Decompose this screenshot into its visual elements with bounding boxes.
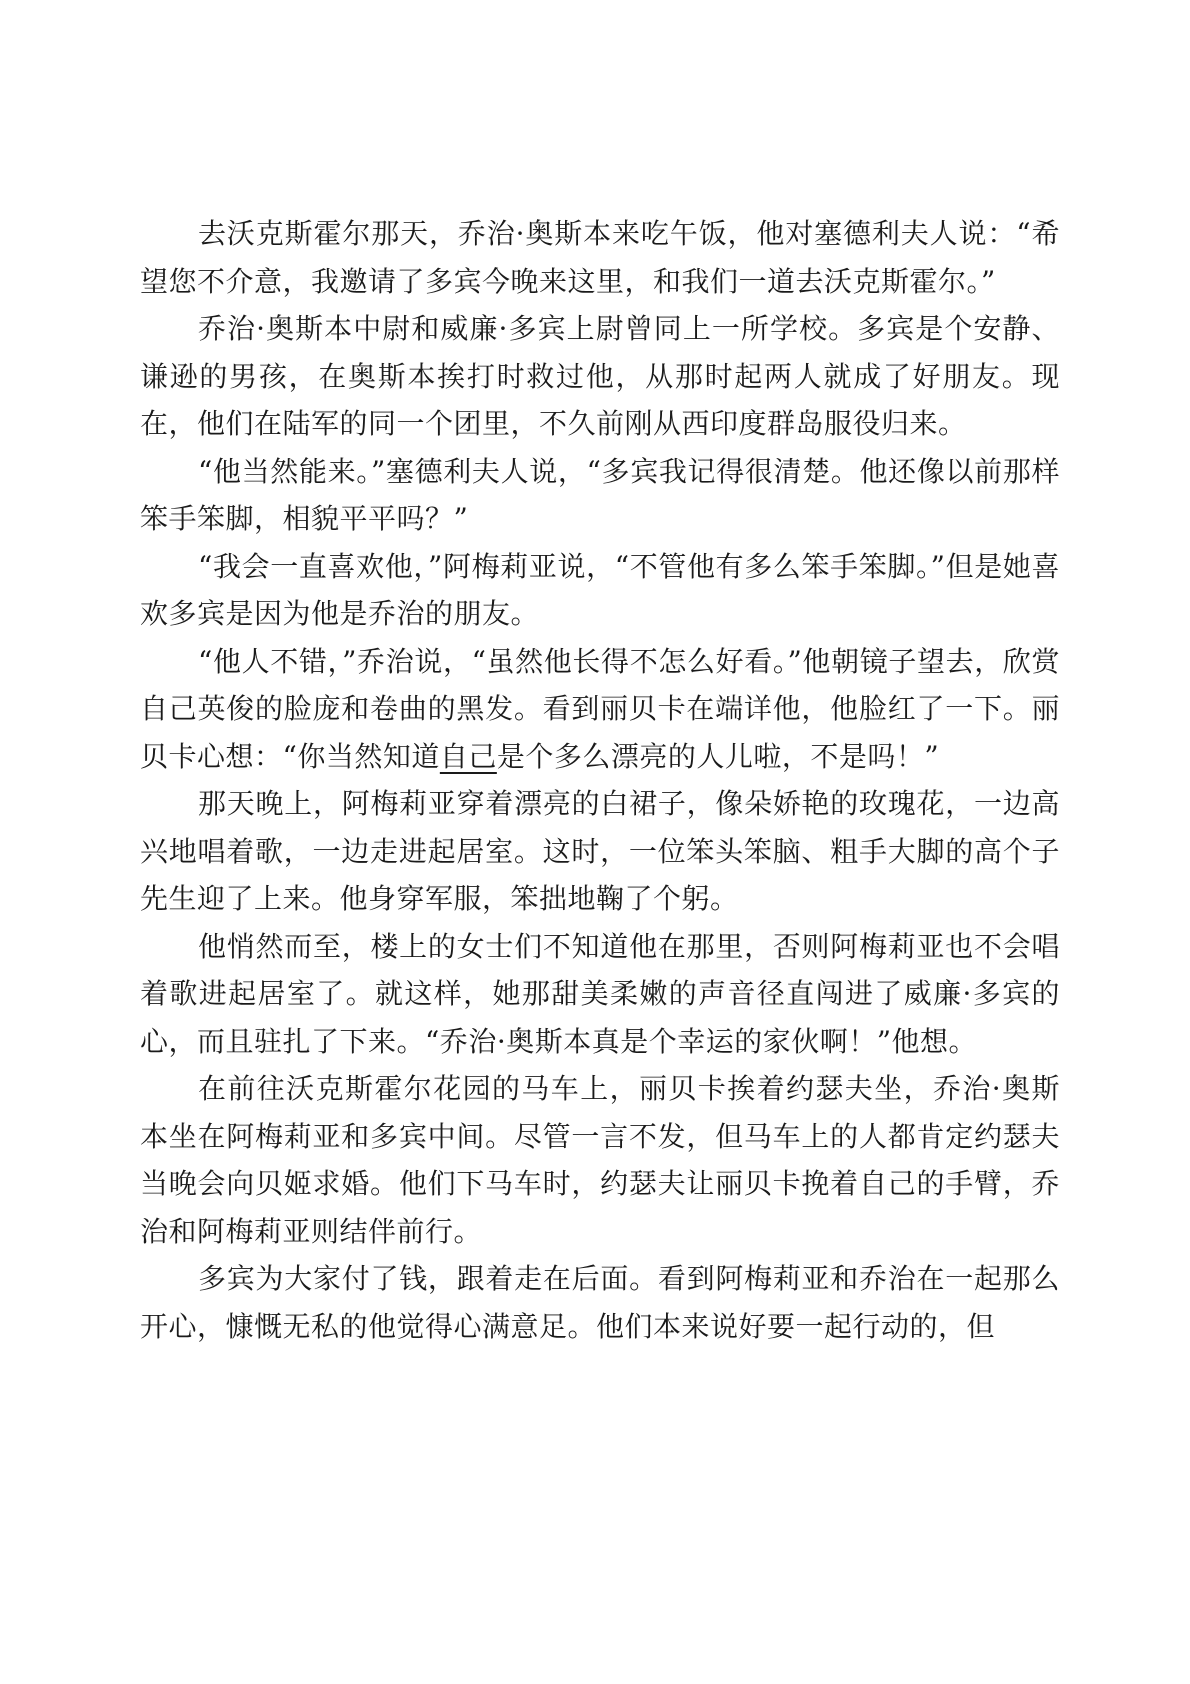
- paragraph-text: 是个多么漂亮的人儿啦，不是吗！”: [496, 739, 940, 773]
- paragraph: 那天晚上，阿梅莉亚穿着漂亮的白裙子，像朵娇艳的玫瑰花，一边高兴地唱着歌，一边走进起居室。这时，一位笨头笨脑、粗手大脚的高个子先生迎了上来。他身穿军服，笨拙地鞠了个躬。: [140, 787, 1060, 915]
- paragraph: “他当然能来。”塞德利夫人说，“多宾我记得很清楚。他还像以前那样笨手笨脚，相貌平平吗？”: [140, 454, 1060, 535]
- paragraph: [140, 638, 1060, 781]
- paragraph: “我会一直喜欢他，”阿梅莉亚说，“不管他有多么笨手笨脚。”但是她喜欢多宾是因为他是乔治的朋友。: [140, 549, 1060, 630]
- document-page: [140, 210, 1060, 1350]
- paragraph: 去沃克斯霍尔那天，乔治·奥斯本来吃午饭，他对塞德利夫人说：“希望您不介意，我邀请了多宾今晚来这里，和我们一道去沃克斯霍尔。”: [140, 217, 1060, 298]
- paragraph: 多宾为大家付了钱，跟着走在后面。看到阿梅莉亚和乔治在一起那么开心，慷慨无私的他觉得心满意足。他们本来说好要一起行动的，但: [140, 1262, 1060, 1343]
- paragraph: 在前往沃克斯霍尔花园的马车上，丽贝卡挨着约瑟夫坐，乔治·奥斯本坐在阿梅莉亚和多宾中间。尽管一言不发，但马车上的人都肯定约瑟夫当晚会向贝姬求婚。他们下马车时，约瑟夫让丽贝卡挽着自己的手臂，乔治和阿梅莉亚则结伴前行。: [140, 1072, 1060, 1248]
- underlined-word: 自己: [439, 739, 497, 773]
- paragraph: 他悄然而至，楼上的女士们不知道他在那里，否则阿梅莉亚也不会唱着歌进起居室了。就这样，她那甜美柔嫩的声音径直闯进了威廉·多宾的心，而且驻扎了下来。“乔治·奥斯本真是个幸运的家伙啊！”他想。: [140, 929, 1060, 1058]
- paragraph: 乔治·奥斯本中尉和威廉·多宾上尉曾同上一所学校。多宾是个安静、谦逊的男孩，在奥斯本挨打时救过他，从那时起两人就成了好朋友。现在，他们在陆军的同一个团里，不久前刚从西印度群岛服役归来。: [140, 312, 1060, 440]
- paragraph-text: “他人不错，”乔治说，“虽然他长得不怎么好看。”他朝镜子望去，欣赏自己英俊的脸庞和卷曲的黑发。看到丽贝卡在端详他，他脸红了一下。丽贝卡心想：“你当然知道: [140, 644, 1060, 773]
